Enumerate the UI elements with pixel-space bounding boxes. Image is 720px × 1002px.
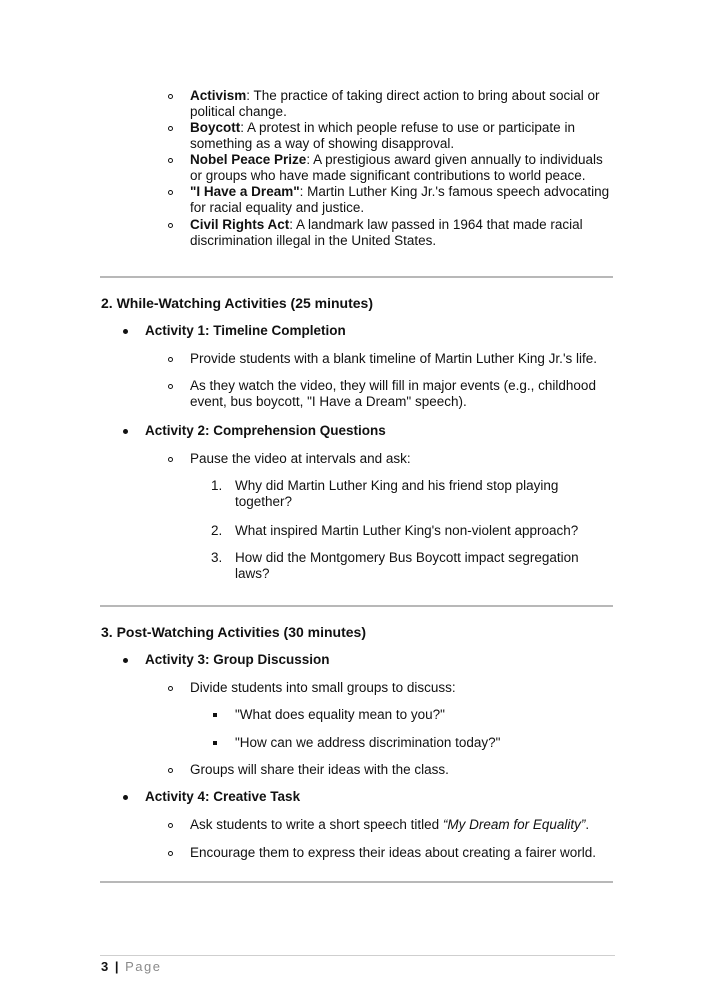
hollow-bullet-icon [168,94,173,99]
glossary-definition: : Martin Luther King Jr.'s famous speech advocating [299,184,610,199]
page-footer [101,959,162,975]
list-item-line: event, bus boycott, "I Have a Dream" speech). [190,394,467,409]
glossary-definition-cont: for racial equality and justice. [190,200,365,215]
activity-title: Activity 1: Timeline Completion [145,323,346,338]
section-heading: 2. While-Watching Activities (25 minutes) [101,295,374,311]
question-text: What inspired Martin Luther King's non-violent approach? [235,523,579,538]
glossary-item [190,152,610,184]
question-line: Why did Martin Luther King and his friend stop playing [235,478,559,493]
discussion-prompt: "How can we address discrimination today?" [235,735,501,750]
hollow-bullet-icon [168,823,173,828]
activity-title: Activity 4: Creative Task [145,789,301,804]
list-item-line: As they watch the video, they will fill in major events (e.g., childhood [190,378,596,393]
list-item-text: Ask students to write a short speech titled [190,817,443,832]
hollow-bullet-icon [168,768,173,773]
question-number: 2. [211,523,223,538]
list-item: Groups will share their ideas with the class. [190,762,449,777]
glossary-definition: : The practice of taking direct action to bring about social or [246,88,600,103]
question-line: together? [235,494,293,509]
glossary-term: Activism [190,88,247,103]
speech-title: “My Dream for Equality” [442,817,586,832]
list-item [190,378,610,410]
glossary-term: Civil Rights Act [190,217,290,232]
square-bullet-icon [213,741,217,745]
glossary-item [190,184,610,216]
footer-separator: | [114,959,120,974]
glossary-definition: : A prestigious award given annually to individuals [306,152,603,167]
glossary-definition: : A protest in which people refuse to use or participate in [240,120,575,135]
list-item [190,817,610,833]
question-line: laws? [235,566,270,581]
activity-title: Activity 3: Group Discussion [145,652,330,667]
glossary-term: "I Have a Dream" [190,184,300,199]
discussion-prompt: "What does equality mean to you?" [235,707,445,722]
square-bullet-icon [213,713,217,717]
glossary-definition-cont: discrimination illegal in the United States. [190,233,437,248]
hollow-bullet-icon [168,457,173,462]
question-number: 1. [211,478,223,493]
disc-bullet-icon [123,658,128,663]
hollow-bullet-icon [168,357,173,362]
section-divider [100,276,613,278]
question-text [235,478,595,510]
footer-divider [100,955,615,956]
hollow-bullet-icon [168,384,173,389]
hollow-bullet-icon [168,126,173,131]
page-number: 3 [101,959,110,974]
activity-title: Activity 2: Comprehension Questions [145,423,386,438]
hollow-bullet-icon [168,851,173,856]
glossary-definition: : A landmark law passed in 1964 that made racial [289,217,583,232]
list-item: Pause the video at intervals and ask: [190,451,411,466]
glossary-item [190,217,610,249]
disc-bullet-icon [123,429,128,434]
question-number: 3. [211,550,223,565]
list-item: Encourage them to express their ideas about creating a fairer world. [190,845,596,860]
hollow-bullet-icon [168,686,173,691]
hollow-bullet-icon [168,190,173,195]
glossary-item [190,120,610,152]
glossary-definition-cont: something as a way of showing disapproval. [190,136,455,151]
glossary-definition-cont: political change. [190,104,287,119]
question-line: How did the Montgomery Bus Boycott impact segregation [235,550,579,565]
question-text [235,550,595,582]
page-label: Page [125,959,162,974]
glossary-definition-cont: or groups who have made significant contributions to world peace. [190,168,586,183]
hollow-bullet-icon [168,223,173,228]
section-heading: 3. Post-Watching Activities (30 minutes) [101,624,367,640]
list-item-text: . [585,817,590,832]
list-item: Divide students into small groups to discuss: [190,680,456,695]
section-divider [100,881,613,883]
glossary-term: Nobel Peace Prize [190,152,307,167]
list-item: Provide students with a blank timeline of Martin Luther King Jr.'s life. [190,351,598,366]
glossary-item [190,88,610,120]
hollow-bullet-icon [168,158,173,163]
glossary-term: Boycott [190,120,241,135]
disc-bullet-icon [123,329,128,334]
section-divider [100,605,613,607]
disc-bullet-icon [123,795,128,800]
